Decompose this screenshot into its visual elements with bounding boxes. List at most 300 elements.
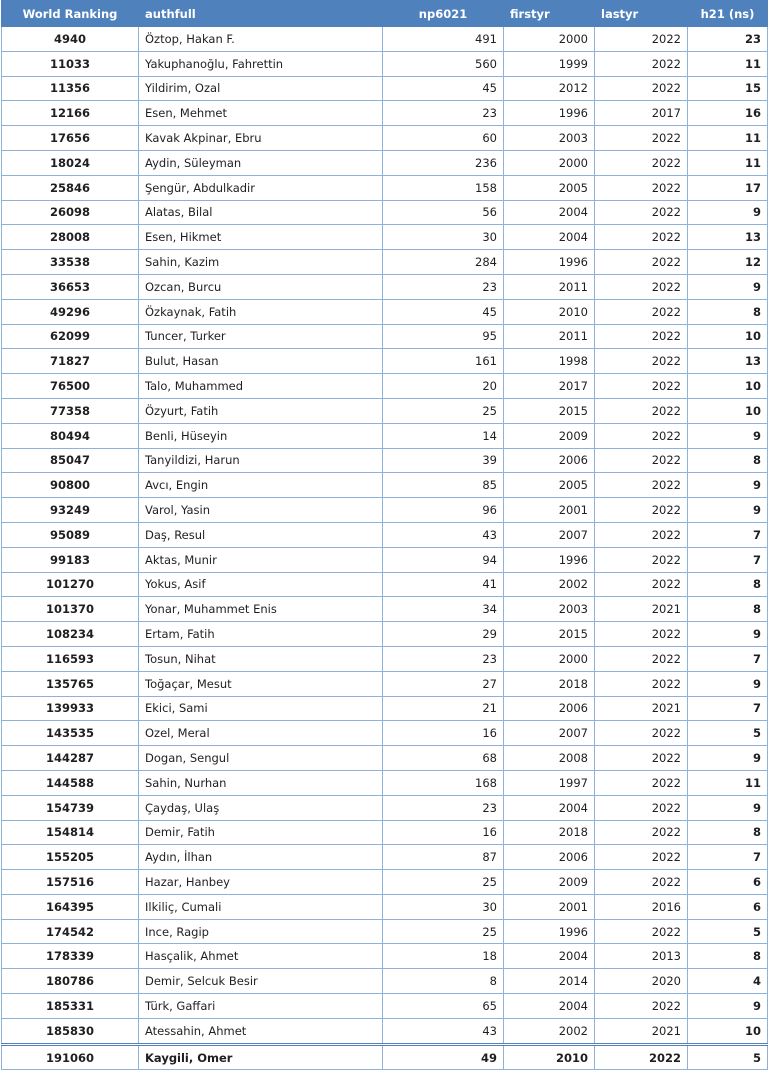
cell-firstyr: 2004 bbox=[504, 200, 595, 225]
cell-authfull: Avcı, Engin bbox=[139, 473, 383, 498]
cell-h21: 9 bbox=[688, 274, 768, 299]
cell-np6021: 161 bbox=[383, 349, 504, 374]
cell-h21: 11 bbox=[688, 150, 768, 175]
cell-h21: 10 bbox=[688, 1018, 768, 1044]
cell-lastyr: 2022 bbox=[595, 448, 688, 473]
cell-np6021: 20 bbox=[383, 374, 504, 399]
cell-lastyr: 2022 bbox=[595, 473, 688, 498]
cell-lastyr: 2022 bbox=[595, 225, 688, 250]
cell-np6021: 25 bbox=[383, 398, 504, 423]
cell-np6021: 23 bbox=[383, 795, 504, 820]
cell-authfull: Yildirim, Ozal bbox=[139, 76, 383, 101]
cell-np6021: 29 bbox=[383, 622, 504, 647]
table-row bbox=[2, 572, 768, 597]
cell-lastyr: 2017 bbox=[595, 101, 688, 126]
cell-world-ranking: 101370 bbox=[2, 597, 139, 622]
cell-authfull: Varol, Yasin bbox=[139, 498, 383, 523]
cell-world-ranking: 25846 bbox=[2, 175, 139, 200]
table-row bbox=[2, 944, 768, 969]
header-row bbox=[2, 1, 768, 27]
cell-h21: 7 bbox=[688, 696, 768, 721]
cell-authfull: Öztop, Hakan F. bbox=[139, 27, 383, 52]
cell-authfull: Ekici, Sami bbox=[139, 696, 383, 721]
table-row bbox=[2, 225, 768, 250]
cell-lastyr: 2022 bbox=[595, 622, 688, 647]
cell-firstyr: 2000 bbox=[504, 150, 595, 175]
cell-firstyr: 2018 bbox=[504, 671, 595, 696]
cell-h21: 9 bbox=[688, 795, 768, 820]
cell-world-ranking: 178339 bbox=[2, 944, 139, 969]
cell-lastyr: 2022 bbox=[595, 671, 688, 696]
table-row bbox=[2, 250, 768, 275]
cell-authfull: Özkaynak, Fatih bbox=[139, 299, 383, 324]
cell-lastyr: 2022 bbox=[595, 870, 688, 895]
ranking-table bbox=[1, 0, 768, 1070]
cell-authfull: Tanyildizi, Harun bbox=[139, 448, 383, 473]
cell-np6021: 18 bbox=[383, 944, 504, 969]
table-row bbox=[2, 299, 768, 324]
cell-firstyr: 2000 bbox=[504, 27, 595, 52]
table-row bbox=[2, 27, 768, 52]
cell-authfull: Aydin, Süleyman bbox=[139, 150, 383, 175]
cell-lastyr: 2020 bbox=[595, 969, 688, 994]
cell-h21: 10 bbox=[688, 324, 768, 349]
cell-authfull: Şengür, Abdulkadir bbox=[139, 175, 383, 200]
cell-firstyr: 2007 bbox=[504, 721, 595, 746]
cell-np6021: 60 bbox=[383, 126, 504, 151]
cell-authfull: Ince, Ragip bbox=[139, 919, 383, 944]
cell-world-ranking: 144588 bbox=[2, 770, 139, 795]
cell-np6021: 87 bbox=[383, 845, 504, 870]
cell-np6021: 96 bbox=[383, 498, 504, 523]
cell-firstyr: 2009 bbox=[504, 423, 595, 448]
cell-firstyr: 2004 bbox=[504, 225, 595, 250]
cell-firstyr: 2006 bbox=[504, 845, 595, 870]
cell-lastyr: 2013 bbox=[595, 944, 688, 969]
cell-lastyr: 2022 bbox=[595, 795, 688, 820]
table-row bbox=[2, 746, 768, 771]
cell-h21: 9 bbox=[688, 671, 768, 696]
cell-world-ranking: 139933 bbox=[2, 696, 139, 721]
cell-world-ranking: 90800 bbox=[2, 473, 139, 498]
cell-h21: 11 bbox=[688, 51, 768, 76]
cell-authfull: Daş, Resul bbox=[139, 522, 383, 547]
header-firstyr[interactable]: firstyr bbox=[504, 1, 595, 27]
table-row bbox=[2, 870, 768, 895]
cell-world-ranking: 185331 bbox=[2, 994, 139, 1019]
cell-lastyr: 2022 bbox=[595, 721, 688, 746]
cell-world-ranking: 28008 bbox=[2, 225, 139, 250]
cell-world-ranking: 4940 bbox=[2, 27, 139, 52]
cell-authfull: Talo, Muhammed bbox=[139, 374, 383, 399]
cell-h21: 8 bbox=[688, 820, 768, 845]
cell-authfull: Yonar, Muhammet Enis bbox=[139, 597, 383, 622]
cell-firstyr: 1998 bbox=[504, 349, 595, 374]
cell-lastyr: 2022 bbox=[595, 299, 688, 324]
cell-h21: 9 bbox=[688, 622, 768, 647]
table-row bbox=[2, 498, 768, 523]
cell-world-ranking: 85047 bbox=[2, 448, 139, 473]
cell-np6021: 49 bbox=[383, 1044, 504, 1070]
cell-world-ranking: 191060 bbox=[2, 1044, 139, 1070]
cell-world-ranking: 49296 bbox=[2, 299, 139, 324]
cell-lastyr: 2022 bbox=[595, 820, 688, 845]
cell-h21: 9 bbox=[688, 994, 768, 1019]
cell-authfull: Esen, Mehmet bbox=[139, 101, 383, 126]
table-row bbox=[2, 845, 768, 870]
cell-firstyr: 2014 bbox=[504, 969, 595, 994]
cell-firstyr: 2015 bbox=[504, 622, 595, 647]
cell-np6021: 95 bbox=[383, 324, 504, 349]
cell-authfull: Bulut, Hasan bbox=[139, 349, 383, 374]
cell-lastyr: 2022 bbox=[595, 572, 688, 597]
cell-np6021: 25 bbox=[383, 919, 504, 944]
cell-h21: 16 bbox=[688, 101, 768, 126]
cell-lastyr: 2022 bbox=[595, 994, 688, 1019]
table-row bbox=[2, 76, 768, 101]
cell-lastyr: 2022 bbox=[595, 200, 688, 225]
cell-world-ranking: 11356 bbox=[2, 76, 139, 101]
cell-lastyr: 2022 bbox=[595, 324, 688, 349]
cell-np6021: 27 bbox=[383, 671, 504, 696]
cell-lastyr: 2022 bbox=[595, 398, 688, 423]
table-row bbox=[2, 969, 768, 994]
cell-firstyr: 2006 bbox=[504, 696, 595, 721]
cell-world-ranking: 93249 bbox=[2, 498, 139, 523]
cell-np6021: 25 bbox=[383, 870, 504, 895]
cell-world-ranking: 157516 bbox=[2, 870, 139, 895]
cell-firstyr: 1999 bbox=[504, 51, 595, 76]
cell-h21: 13 bbox=[688, 349, 768, 374]
cell-firstyr: 2012 bbox=[504, 76, 595, 101]
cell-lastyr: 2022 bbox=[595, 746, 688, 771]
cell-authfull: Aktas, Munir bbox=[139, 547, 383, 572]
cell-authfull: Kavak Akpinar, Ebru bbox=[139, 126, 383, 151]
table-row bbox=[2, 994, 768, 1019]
cell-firstyr: 2004 bbox=[504, 795, 595, 820]
cell-h21: 15 bbox=[688, 76, 768, 101]
cell-h21: 17 bbox=[688, 175, 768, 200]
table-row bbox=[2, 150, 768, 175]
table-row bbox=[2, 696, 768, 721]
cell-firstyr: 2018 bbox=[504, 820, 595, 845]
table-row bbox=[2, 721, 768, 746]
cell-np6021: 65 bbox=[383, 994, 504, 1019]
cell-authfull: Tosun, Nihat bbox=[139, 646, 383, 671]
cell-authfull: Tuncer, Turker bbox=[139, 324, 383, 349]
cell-world-ranking: 77358 bbox=[2, 398, 139, 423]
cell-world-ranking: 135765 bbox=[2, 671, 139, 696]
cell-firstyr: 2002 bbox=[504, 1018, 595, 1044]
table-row bbox=[2, 770, 768, 795]
cell-lastyr: 2022 bbox=[595, 646, 688, 671]
cell-h21: 6 bbox=[688, 894, 768, 919]
cell-lastyr: 2022 bbox=[595, 175, 688, 200]
cell-authfull: Hazar, Hanbey bbox=[139, 870, 383, 895]
cell-firstyr: 2005 bbox=[504, 473, 595, 498]
cell-np6021: 85 bbox=[383, 473, 504, 498]
cell-h21: 8 bbox=[688, 448, 768, 473]
cell-firstyr: 2003 bbox=[504, 597, 595, 622]
cell-lastyr: 2022 bbox=[595, 349, 688, 374]
cell-lastyr: 2022 bbox=[595, 919, 688, 944]
cell-world-ranking: 99183 bbox=[2, 547, 139, 572]
cell-h21: 10 bbox=[688, 398, 768, 423]
table-row bbox=[2, 795, 768, 820]
cell-world-ranking: 36653 bbox=[2, 274, 139, 299]
cell-firstyr: 2008 bbox=[504, 746, 595, 771]
cell-h21: 8 bbox=[688, 597, 768, 622]
cell-world-ranking: 116593 bbox=[2, 646, 139, 671]
cell-authfull: Ozcan, Burcu bbox=[139, 274, 383, 299]
cell-np6021: 158 bbox=[383, 175, 504, 200]
cell-authfull: Özyurt, Fatih bbox=[139, 398, 383, 423]
table-row bbox=[2, 398, 768, 423]
cell-authfull: Dogan, Sengul bbox=[139, 746, 383, 771]
cell-h21: 7 bbox=[688, 547, 768, 572]
cell-authfull: Toğaçar, Mesut bbox=[139, 671, 383, 696]
table-row bbox=[2, 473, 768, 498]
cell-np6021: 236 bbox=[383, 150, 504, 175]
cell-firstyr: 1996 bbox=[504, 250, 595, 275]
cell-world-ranking: 12166 bbox=[2, 101, 139, 126]
cell-h21: 9 bbox=[688, 498, 768, 523]
cell-h21: 5 bbox=[688, 919, 768, 944]
table-row bbox=[2, 274, 768, 299]
header-h21[interactable]: h21 (ns) bbox=[688, 1, 768, 27]
cell-world-ranking: 95089 bbox=[2, 522, 139, 547]
cell-world-ranking: 174542 bbox=[2, 919, 139, 944]
cell-firstyr: 1997 bbox=[504, 770, 595, 795]
cell-np6021: 168 bbox=[383, 770, 504, 795]
cell-authfull: Sahin, Kazim bbox=[139, 250, 383, 275]
cell-np6021: 30 bbox=[383, 894, 504, 919]
cell-world-ranking: 154739 bbox=[2, 795, 139, 820]
cell-firstyr: 2007 bbox=[504, 522, 595, 547]
cell-lastyr: 2022 bbox=[595, 27, 688, 52]
table-row bbox=[2, 175, 768, 200]
cell-authfull: Aydın, İlhan bbox=[139, 845, 383, 870]
cell-world-ranking: 76500 bbox=[2, 374, 139, 399]
table-row bbox=[2, 597, 768, 622]
header-np6021[interactable]: np6021 bbox=[383, 1, 504, 27]
cell-firstyr: 2002 bbox=[504, 572, 595, 597]
cell-world-ranking: 80494 bbox=[2, 423, 139, 448]
cell-world-ranking: 144287 bbox=[2, 746, 139, 771]
header-authfull[interactable]: authfull bbox=[139, 1, 383, 27]
cell-np6021: 8 bbox=[383, 969, 504, 994]
cell-authfull: Benli, Hüseyin bbox=[139, 423, 383, 448]
table-row bbox=[2, 1018, 768, 1044]
table-row bbox=[2, 646, 768, 671]
cell-world-ranking: 180786 bbox=[2, 969, 139, 994]
cell-np6021: 34 bbox=[383, 597, 504, 622]
cell-authfull: Yokus, Asif bbox=[139, 572, 383, 597]
cell-h21: 13 bbox=[688, 225, 768, 250]
table-row bbox=[2, 622, 768, 647]
table-row bbox=[2, 126, 768, 151]
cell-h21: 5 bbox=[688, 1044, 768, 1070]
cell-firstyr: 2009 bbox=[504, 870, 595, 895]
cell-authfull: Alatas, Bilal bbox=[139, 200, 383, 225]
cell-np6021: 68 bbox=[383, 746, 504, 771]
cell-np6021: 23 bbox=[383, 646, 504, 671]
cell-world-ranking: 108234 bbox=[2, 622, 139, 647]
cell-h21: 9 bbox=[688, 200, 768, 225]
cell-authfull: Ertam, Fatih bbox=[139, 622, 383, 647]
cell-firstyr: 2004 bbox=[504, 994, 595, 1019]
table-body bbox=[2, 27, 768, 1070]
table-row bbox=[2, 919, 768, 944]
table-row bbox=[2, 51, 768, 76]
table-row bbox=[2, 448, 768, 473]
cell-lastyr: 2022 bbox=[595, 770, 688, 795]
cell-h21: 8 bbox=[688, 572, 768, 597]
cell-h21: 9 bbox=[688, 473, 768, 498]
cell-lastyr: 2022 bbox=[595, 76, 688, 101]
cell-firstyr: 2000 bbox=[504, 646, 595, 671]
table-row bbox=[2, 1044, 768, 1070]
cell-np6021: 21 bbox=[383, 696, 504, 721]
cell-world-ranking: 71827 bbox=[2, 349, 139, 374]
cell-lastyr: 2022 bbox=[595, 845, 688, 870]
cell-firstyr: 1996 bbox=[504, 919, 595, 944]
cell-firstyr: 2001 bbox=[504, 894, 595, 919]
cell-authfull: Sahin, Nurhan bbox=[139, 770, 383, 795]
cell-firstyr: 1996 bbox=[504, 101, 595, 126]
cell-np6021: 41 bbox=[383, 572, 504, 597]
cell-np6021: 16 bbox=[383, 820, 504, 845]
cell-lastyr: 2022 bbox=[595, 126, 688, 151]
table-row bbox=[2, 894, 768, 919]
cell-np6021: 56 bbox=[383, 200, 504, 225]
cell-lastyr: 2022 bbox=[595, 423, 688, 448]
cell-world-ranking: 154814 bbox=[2, 820, 139, 845]
cell-lastyr: 2022 bbox=[595, 51, 688, 76]
cell-h21: 7 bbox=[688, 646, 768, 671]
cell-h21: 5 bbox=[688, 721, 768, 746]
cell-np6021: 39 bbox=[383, 448, 504, 473]
header-world-ranking[interactable]: World Ranking bbox=[2, 1, 139, 27]
cell-h21: 11 bbox=[688, 770, 768, 795]
cell-world-ranking: 62099 bbox=[2, 324, 139, 349]
cell-h21: 9 bbox=[688, 423, 768, 448]
cell-authfull: Çaydaş, Ulaş bbox=[139, 795, 383, 820]
table-row bbox=[2, 349, 768, 374]
cell-np6021: 14 bbox=[383, 423, 504, 448]
cell-h21: 6 bbox=[688, 870, 768, 895]
cell-np6021: 45 bbox=[383, 299, 504, 324]
table-row bbox=[2, 522, 768, 547]
cell-np6021: 43 bbox=[383, 1018, 504, 1044]
cell-np6021: 23 bbox=[383, 274, 504, 299]
cell-authfull: Ilkiliç, Cumali bbox=[139, 894, 383, 919]
cell-np6021: 94 bbox=[383, 547, 504, 572]
cell-lastyr: 2016 bbox=[595, 894, 688, 919]
cell-world-ranking: 11033 bbox=[2, 51, 139, 76]
cell-firstyr: 1996 bbox=[504, 547, 595, 572]
cell-lastyr: 2022 bbox=[595, 547, 688, 572]
cell-lastyr: 2022 bbox=[595, 374, 688, 399]
cell-lastyr: 2022 bbox=[595, 150, 688, 175]
cell-world-ranking: 33538 bbox=[2, 250, 139, 275]
table-row bbox=[2, 324, 768, 349]
table-row bbox=[2, 374, 768, 399]
cell-h21: 4 bbox=[688, 969, 768, 994]
cell-lastyr: 2022 bbox=[595, 274, 688, 299]
cell-world-ranking: 185830 bbox=[2, 1018, 139, 1044]
cell-authfull: Türk, Gaffari bbox=[139, 994, 383, 1019]
table-row bbox=[2, 200, 768, 225]
cell-world-ranking: 101270 bbox=[2, 572, 139, 597]
cell-lastyr: 2021 bbox=[595, 597, 688, 622]
cell-firstyr: 2004 bbox=[504, 944, 595, 969]
cell-lastyr: 2021 bbox=[595, 696, 688, 721]
cell-h21: 12 bbox=[688, 250, 768, 275]
cell-np6021: 16 bbox=[383, 721, 504, 746]
table-row bbox=[2, 101, 768, 126]
cell-np6021: 491 bbox=[383, 27, 504, 52]
cell-lastyr: 2022 bbox=[595, 1044, 688, 1070]
cell-firstyr: 2011 bbox=[504, 324, 595, 349]
cell-firstyr: 2015 bbox=[504, 398, 595, 423]
cell-authfull: Hasçalik, Ahmet bbox=[139, 944, 383, 969]
cell-h21: 23 bbox=[688, 27, 768, 52]
cell-authfull: Atessahin, Ahmet bbox=[139, 1018, 383, 1044]
cell-np6021: 23 bbox=[383, 101, 504, 126]
cell-firstyr: 2001 bbox=[504, 498, 595, 523]
cell-authfull: Yakuphanoğlu, Fahrettin bbox=[139, 51, 383, 76]
cell-h21: 7 bbox=[688, 845, 768, 870]
cell-world-ranking: 18024 bbox=[2, 150, 139, 175]
cell-authfull: Ozel, Meral bbox=[139, 721, 383, 746]
table-row bbox=[2, 547, 768, 572]
header-lastyr[interactable]: lastyr bbox=[595, 1, 688, 27]
cell-authfull: Esen, Hikmet bbox=[139, 225, 383, 250]
cell-world-ranking: 164395 bbox=[2, 894, 139, 919]
cell-firstyr: 2017 bbox=[504, 374, 595, 399]
cell-lastyr: 2022 bbox=[595, 498, 688, 523]
cell-firstyr: 2003 bbox=[504, 126, 595, 151]
cell-firstyr: 2010 bbox=[504, 1044, 595, 1070]
cell-np6021: 560 bbox=[383, 51, 504, 76]
cell-h21: 10 bbox=[688, 374, 768, 399]
cell-np6021: 45 bbox=[383, 76, 504, 101]
cell-np6021: 284 bbox=[383, 250, 504, 275]
cell-firstyr: 2011 bbox=[504, 274, 595, 299]
cell-world-ranking: 155205 bbox=[2, 845, 139, 870]
cell-lastyr: 2021 bbox=[595, 1018, 688, 1044]
cell-firstyr: 2006 bbox=[504, 448, 595, 473]
table-row bbox=[2, 423, 768, 448]
cell-world-ranking: 143535 bbox=[2, 721, 139, 746]
cell-h21: 8 bbox=[688, 299, 768, 324]
cell-authfull: Demir, Selcuk Besir bbox=[139, 969, 383, 994]
cell-world-ranking: 26098 bbox=[2, 200, 139, 225]
cell-h21: 11 bbox=[688, 126, 768, 151]
cell-lastyr: 2022 bbox=[595, 522, 688, 547]
cell-authfull: Kaygili, Omer bbox=[139, 1044, 383, 1070]
table-row bbox=[2, 820, 768, 845]
cell-h21: 7 bbox=[688, 522, 768, 547]
cell-authfull: Demir, Fatih bbox=[139, 820, 383, 845]
cell-lastyr: 2022 bbox=[595, 250, 688, 275]
cell-np6021: 43 bbox=[383, 522, 504, 547]
table-row bbox=[2, 671, 768, 696]
cell-firstyr: 2010 bbox=[504, 299, 595, 324]
cell-h21: 8 bbox=[688, 944, 768, 969]
cell-h21: 9 bbox=[688, 746, 768, 771]
